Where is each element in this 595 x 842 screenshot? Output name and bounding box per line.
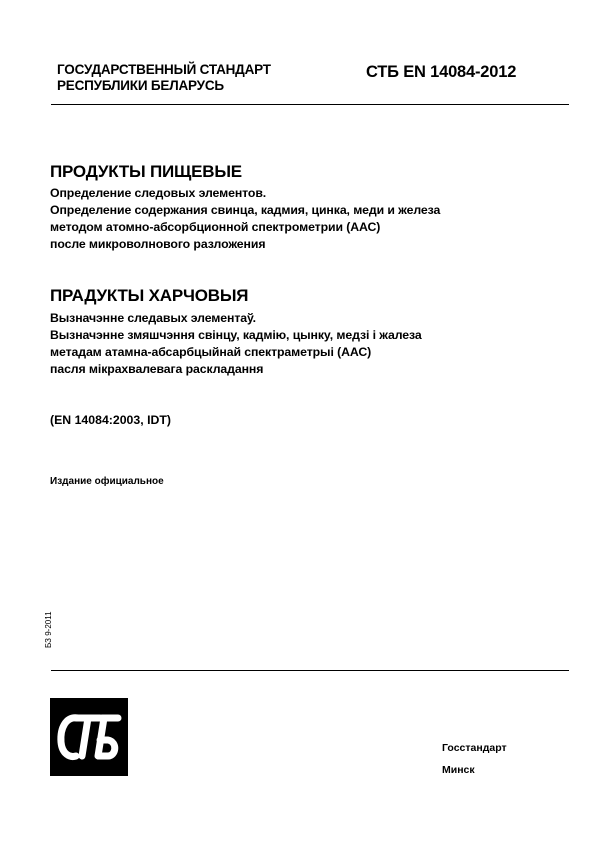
subtitle-by-line: метадам атамна-абсарбцыйнай спектраметрыі (ААС) (50, 345, 372, 359)
stb-logo-icon (50, 698, 128, 776)
header-org (57, 62, 271, 94)
subtitle-by-line: Вызначэнне следавых элементаў. (50, 311, 256, 325)
subtitle-ru (50, 185, 440, 253)
subtitle-ru-line: Определение следовых элементов. (50, 186, 267, 200)
standard-code: СТБ EN 14084-2012 (366, 63, 517, 81)
header-org-line2: РЕСПУБЛИКИ БЕЛАРУСЬ (57, 78, 224, 93)
footer-publisher: Госстандарт (442, 742, 507, 754)
subtitle-ru-line: Определение содержания свинца, кадмия, цинка, меди и железа (50, 203, 441, 217)
subtitle-by-line: пасля мікрахвалевага раскладання (50, 362, 264, 376)
header-org-line1: ГОСУДАРСТВЕННЫЙ СТАНДАРТ (57, 62, 271, 77)
subtitle-by (50, 310, 422, 378)
edition-label: Издание официальное (50, 476, 164, 487)
title-by: ПРАДУКТЫ ХАРЧОВЫЯ (50, 286, 249, 305)
title-ru: ПРОДУКТЫ ПИЩЕВЫЕ (50, 162, 242, 181)
subtitle-ru-line: после микроволнового разложения (50, 237, 266, 251)
footer-city: Минск (442, 764, 475, 776)
bottom-divider (51, 670, 569, 671)
subtitle-ru-line: методом атомно-абсорбционной спектрометрии (ААС) (50, 220, 381, 234)
en-reference: (EN 14084:2003, IDT) (50, 413, 171, 427)
top-divider (51, 104, 569, 105)
subtitle-by-line: Вызначэнне змяшчэння свінцу, кадмію, цынку, медзі і жалеза (50, 328, 422, 342)
side-code: БЗ 9-2011 (44, 611, 53, 648)
